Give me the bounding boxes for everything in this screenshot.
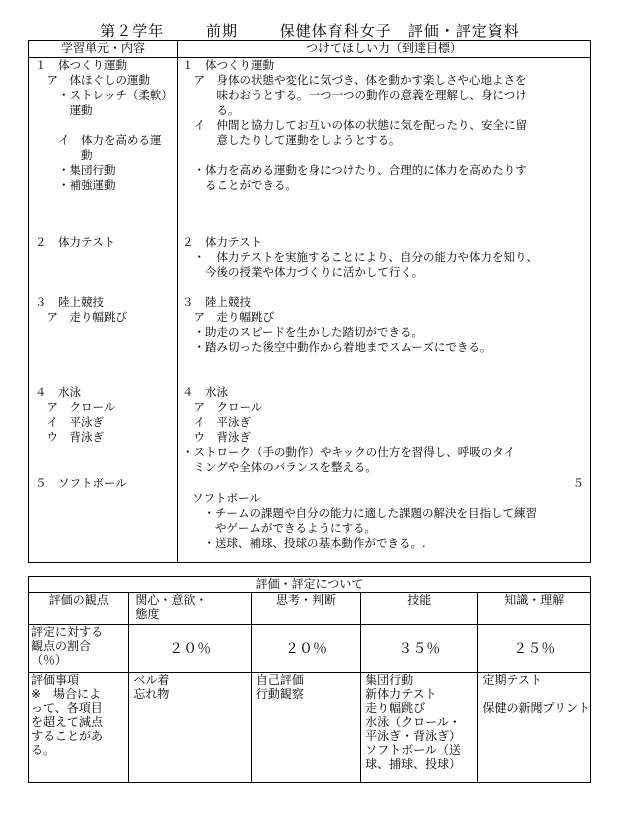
plan-header-left: 学習単元・内容: [29, 41, 178, 58]
ratio-skill: ３５％: [361, 625, 478, 673]
goal-4: ４ 水泳 ア クロール イ 平泳ぎ ウ 背泳ぎ ・ストローク（手の動作）やキックの仕方を習得し、呼吸のタイ ミングや全体のバランスを整える。: [182, 385, 516, 474]
items-knowledge: 定期テスト 保健の新聞プリント: [478, 673, 591, 783]
items-skill: 集団行動 新体力テスト 走り幅跳び 水泳（クロール・ 平泳ぎ・背泳ぎ） ソフトボール（送 球、捕球、投球）: [361, 673, 478, 783]
plan-right-cell: [178, 58, 591, 563]
goal-2: ２ 体力テスト ・ 体力テストを実施することにより、自分の能力や体力を知り、 今後の授業や体力づくりに活かして行く。: [182, 235, 539, 279]
unit-3: ３ 陸上競技 ア 走り幅跳び: [35, 295, 127, 324]
page-title: [0, 20, 620, 41]
viewpoint-knowledge: 知識・理解: [478, 593, 591, 625]
goal-5-number: ５: [572, 476, 584, 490]
plan-header-right: つけてほしい力（到達目標）: [178, 41, 591, 58]
evaluation-heading: 評価・評定について: [29, 577, 591, 593]
goal-1: １ 体つくり運動 ア 身体の状態や変化に気づき、体を動かす楽しさや心地よさを 味わおうとする。一つ一つの動作の意義を理解し、身につけ る。 イ 仲間と協力してお互いの体の状態に気を配ったり、安全に留 意したりして運動をしようとする。 ・体力を高める運動を身につけたり、合理的に体力を高めたりす ることができる。: [182, 58, 527, 192]
unit-2: ２ 体力テスト: [35, 235, 116, 249]
plan-left-cell: [29, 58, 178, 563]
title-term: 前期: [205, 22, 238, 40]
label-ratio: 評定に対する 観点の割合 （％）: [29, 625, 129, 673]
unit-4: ４ 水泳 ア クロール イ 平泳ぎ ウ 背泳ぎ: [35, 385, 116, 444]
label-items: 評価事項 ※ 場合によ って、各項目 を超えて減点 することがあ る。: [29, 673, 129, 783]
title-subject: 保健体育科女子 評価・評定資料: [279, 22, 520, 40]
label-viewpoint: 評価の観点: [29, 593, 129, 625]
unit-5: ５ ソフトボール: [35, 476, 127, 490]
viewpoint-interest: 関心・意欲・ 態度: [129, 593, 252, 625]
items-interest: ベル着 忘れ物: [129, 673, 252, 783]
ratio-thinking: ２０％: [251, 625, 360, 673]
unit-1: １ 体つくり運動 ア 体ほぐしの運動 ・ストレッチ（柔軟） 運動 イ 体力を高める運 動 ・集団行動 ・補強運動: [35, 58, 173, 192]
goal-5: ソフトボール ・チームの課題や自分の能力に適した課題の解決を目指して練習 やゲームができるようにする。 ・送球、補球、投球の基本動作ができる。.: [192, 491, 537, 550]
ratio-knowledge: ２５％: [478, 625, 591, 673]
title-grade: 第２学年: [100, 22, 165, 40]
goal-3: ３ 陸上競技 ア 走り幅跳び ・助走のスピードを生かした踏切ができる。 ・踏み切った後空中動作から着地までスムーズにできる。: [182, 295, 492, 354]
viewpoint-thinking: 思考・判断: [251, 593, 360, 625]
ratio-interest: ２０％: [129, 625, 252, 673]
plan-table: [28, 40, 591, 563]
items-thinking: 自己評価 行動観察: [251, 673, 360, 783]
viewpoint-skill: 技能: [361, 593, 478, 625]
evaluation-table: [28, 576, 591, 783]
